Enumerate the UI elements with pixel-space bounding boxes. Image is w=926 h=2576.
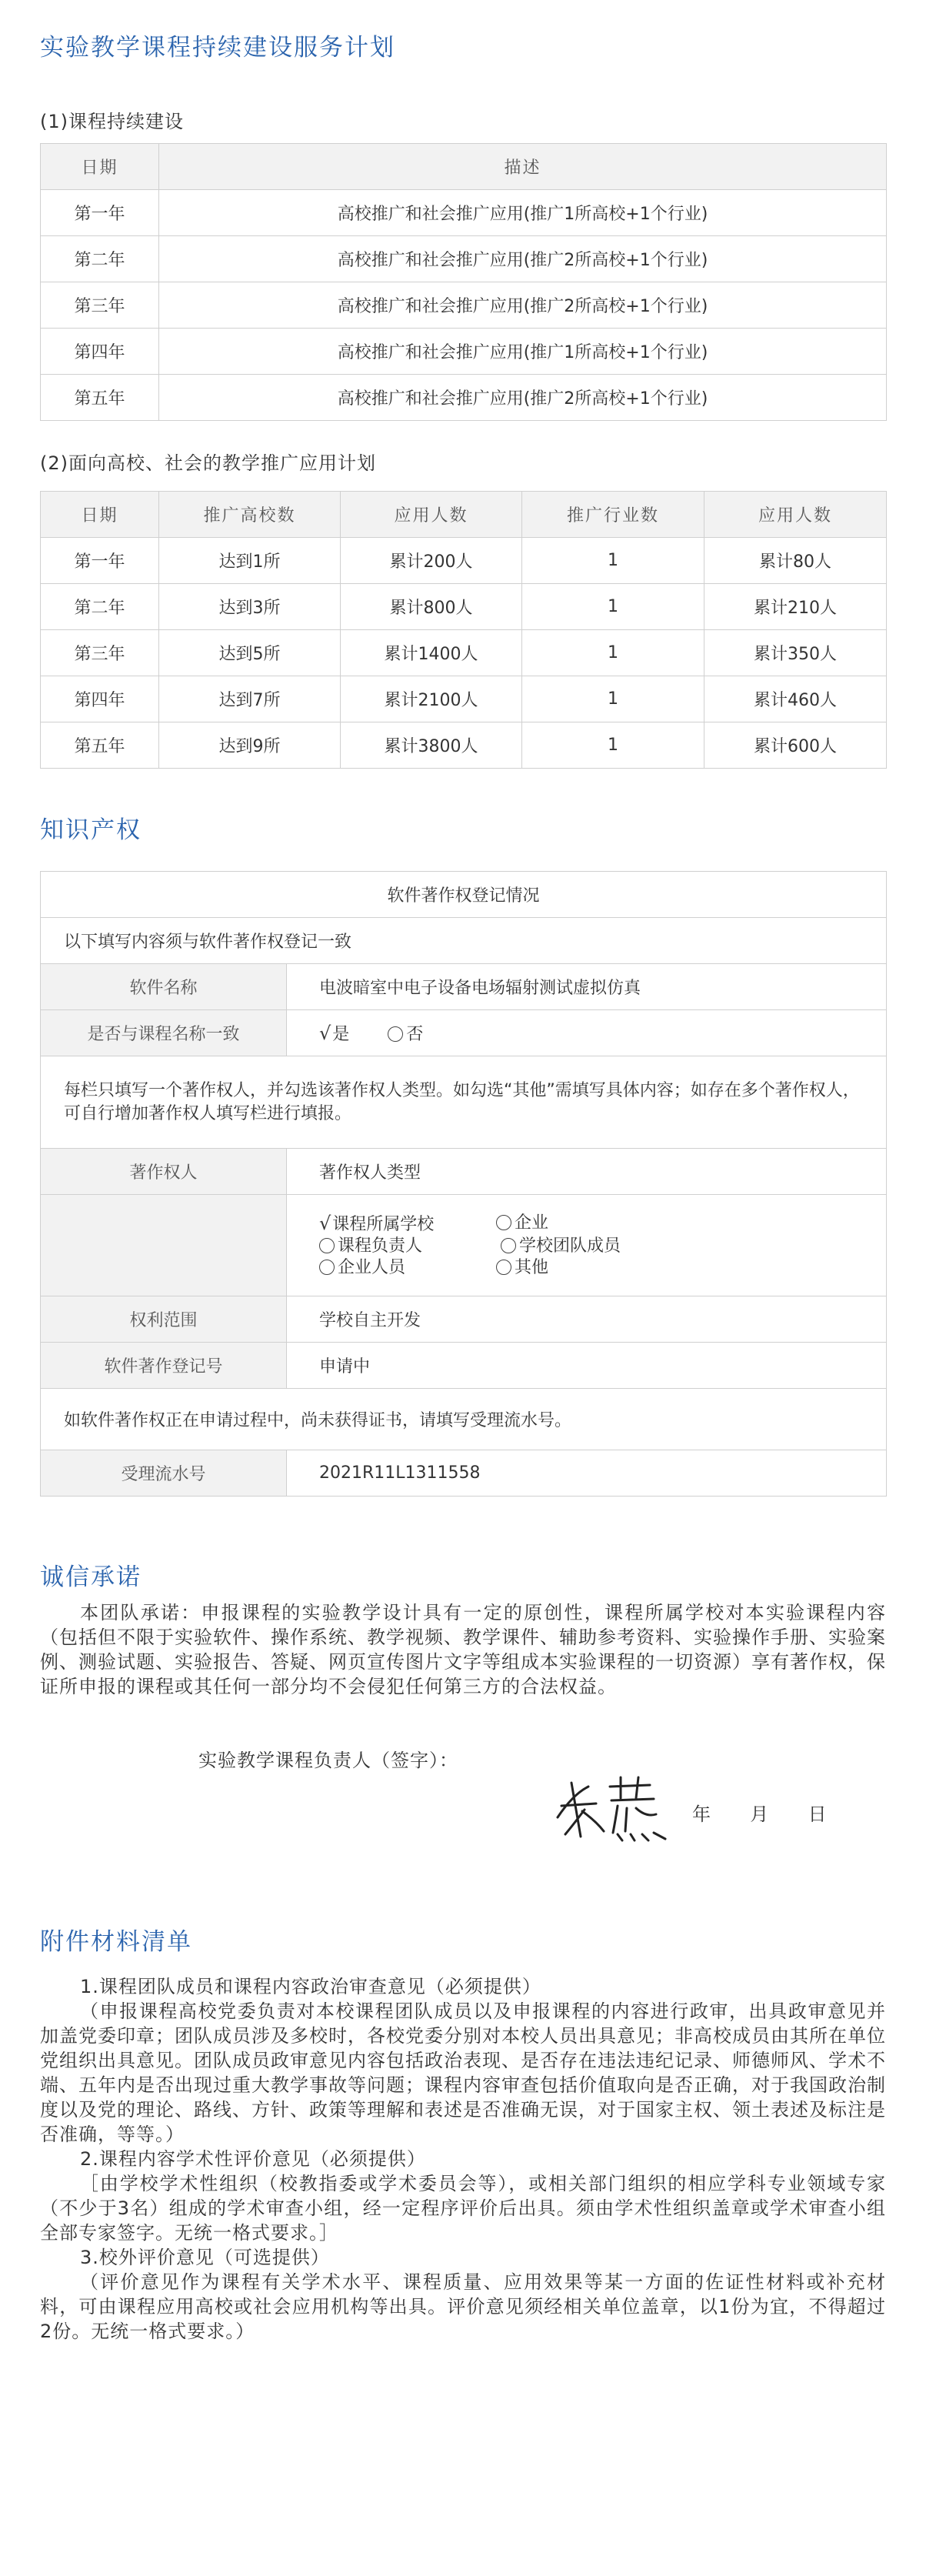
sign-date [692,1799,827,1826]
table-header: 日期 [41,492,159,538]
table-cell: 累计200人 [341,538,522,584]
attachment-3-text: （评价意见作为课程有关学术水平、课程质量、应用效果等某一方面的佐证性材料或补充材料，可由课程应用高校或社会应用机构等出具。评价意见须经相关单位盖章，以1份为宜，不得超过2份。无统一格式要求。） [40,2271,886,2342]
table-cell: 达到9所 [159,722,341,769]
owner-type-enterprise: 企业 [515,1213,549,1233]
owner-type-label: 著作权人类型 [287,1149,887,1195]
table-header: 推广行业数 [522,492,704,538]
radio-icon[interactable] [501,1238,516,1253]
plan-part2-title: (2)面向高校、社会的教学推广应用计划 [40,452,376,474]
table-cell: 第五年 [41,375,159,421]
owner-empty-cell [41,1195,287,1296]
table-cell: 第一年 [41,190,159,236]
table-cell: 高校推广和社会推广应用(推广2所高校+1个行业) [159,236,887,282]
table-cell: 累计800人 [341,584,522,630]
checkmark-icon: √ [319,1023,331,1044]
owner-type-other: 其他 [515,1257,549,1277]
table-cell: 累计210人 [704,584,887,630]
owner-label: 著作权人 [41,1149,287,1195]
ip-note-3: 如软件著作权正在申请过程中，尚未获得证书，请填写受理流水号。 [41,1389,887,1450]
table-header: 应用人数 [341,492,522,538]
owner-type-school: 课程所属学校 [332,1214,435,1234]
table-row [41,630,887,676]
software-name-label: 软件名称 [41,964,287,1010]
table-cell: 第四年 [41,329,159,375]
owner-type-options [287,1195,887,1296]
table-row [41,722,887,769]
table-cell: 达到7所 [159,676,341,722]
table-cell: 第一年 [41,538,159,584]
attachment-1-text: （申报课程高校党委负责对本校课程团队成员以及申报课程的内容进行政审，出具政审意见并加盖党委印章；团队成员涉及多校时，各校党委分别对本校人员出具意见；非高校成员由其所在单位党组织出具意见。团队成员政审意见内容包括政治表现、是否存在违法违纪记录、师德师风、学术不端、五年内是否出现过重大教学事故等问题；课程内容审查包括价值取向是否正确，对于我国政治制度以及党的理论、路线、方针、政策等理解和表述是否准确无误，对于国家主权、领土表述及标注是否准确，等等。） [40,2000,886,2145]
radio-icon[interactable] [388,1026,403,1042]
radio-icon[interactable] [496,1260,511,1275]
date-month-label: 月 [750,1804,769,1825]
integrity-text: 本团队承诺：申报课程的实验教学设计具有一定的原创性，课程所属学校对本实验课程内容（包括但不限于实验软件、操作系统、教学视频、教学课件、辅助参考资料、实验操作手册、实验案例、测验试题、实验报告、答疑、网页宣传图片文字等组成本实验课程的一切资源）享有著作权，保证所申报的课程或其任何一部分均不会侵犯任何第三方的合法权益。 [40,1602,886,1697]
table-row [41,375,887,421]
date-day-label: 日 [808,1804,827,1825]
table-cell: 达到3所 [159,584,341,630]
radio-icon[interactable] [319,1238,335,1253]
table-cell: 累计350人 [704,630,887,676]
table-cell: 高校推广和社会推广应用(推广1所高校+1个行业) [159,329,887,375]
table-cell: 1 [522,584,704,630]
consistent-label: 是否与课程名称一致 [41,1010,287,1056]
ip-table [40,871,887,1497]
table-cell: 第五年 [41,722,159,769]
table-header: 描述 [159,144,887,190]
radio-icon[interactable] [496,1215,511,1230]
table-cell: 累计1400人 [341,630,522,676]
table-header: 应用人数 [704,492,887,538]
table-row [41,329,887,375]
table-cell: 高校推广和社会推广应用(推广1所高校+1个行业) [159,190,887,236]
attachment-2-text: ［由学校学术性组织（校教指委或学术委员会等），或相关部门组织的相应学科专业领域专家（不少于3名）组成的学术审查小组，经一定程序评价后出具。须由学术性组织盖章或学术审查小组全部专家签字。无统一格式要求。］ [40,2173,886,2244]
signature-image [550,1763,673,1848]
option-yes-label: 是 [332,1025,350,1044]
table-row [41,538,887,584]
table-cell: 1 [522,676,704,722]
attachments-list [40,1974,886,2344]
table-cell: 第二年 [41,236,159,282]
table-cell: 1 [522,722,704,769]
accept-value: 2021R11L1311558 [287,1450,887,1497]
ip-title: 知识产权 [40,816,142,844]
ip-table-title: 软件著作权登记情况 [41,872,887,918]
table-cell: 累计600人 [704,722,887,769]
table-row [41,584,887,630]
table-cell: 达到5所 [159,630,341,676]
date-year-label: 年 [692,1804,711,1825]
table-cell: 第二年 [41,584,159,630]
signature-area [550,1763,673,1848]
reg-no-value: 申请中 [287,1343,887,1389]
attachment-3-title: 3.校外评价意见（可选提供） [80,2247,330,2268]
table-cell: 第三年 [41,282,159,329]
table-row [41,282,887,329]
plan-part1-title: (1)课程持续建设 [40,111,184,132]
table-cell: 累计3800人 [341,722,522,769]
accept-label: 受理流水号 [41,1450,287,1497]
table-cell: 累计460人 [704,676,887,722]
attachments-title: 附件材料清单 [40,1928,192,1956]
integrity-title: 诚信承诺 [40,1563,142,1591]
table-row [41,190,887,236]
table-header: 推广高校数 [159,492,341,538]
radio-icon[interactable] [319,1260,335,1275]
owner-type-enterprise-person: 企业人员 [338,1257,406,1277]
table-cell: 高校推广和社会推广应用(推广2所高校+1个行业) [159,282,887,329]
table-cell: 累计80人 [704,538,887,584]
plan-part2-table [40,491,887,769]
attachment-1-title: 1.课程团队成员和课程内容政治审查意见（必须提供） [80,1976,541,1997]
sign-label: 实验教学课程负责人（签字）： [198,1750,458,1771]
attachment-2-title: 2.课程内容学术性评价意见（必须提供） [80,2148,426,2170]
plan-part1-table [40,143,887,421]
table-cell: 1 [522,538,704,584]
ip-note-2 [41,1056,887,1149]
table-header: 日期 [41,144,159,190]
reg-no-label: 软件著作登记号 [41,1343,287,1389]
table-cell: 1 [522,630,704,676]
table-cell: 累计2100人 [341,676,522,722]
rights-value: 学校自主开发 [287,1296,887,1343]
checkmark-icon: √ [319,1212,331,1234]
ip-note-2-text: 每栏只填写一个著作权人，并勾选该著作权人类型。如勾选“其他”需填写具体内容；如存在多个著作权人，可自行增加著作权人填写栏进行填报。 [64,1080,860,1123]
table-row [41,676,887,722]
option-no-label: 否 [406,1025,424,1044]
table-row [41,236,887,282]
table-cell: 第三年 [41,630,159,676]
owner-type-team-member: 学校团队成员 [519,1236,621,1256]
plan-title: 实验教学课程持续建设服务计划 [40,34,395,62]
consistent-options [287,1010,887,1056]
table-cell: 达到1所 [159,538,341,584]
table-cell: 高校推广和社会推广应用(推广2所高校+1个行业) [159,375,887,421]
rights-label: 权利范围 [41,1296,287,1343]
ip-note-1: 以下填写内容须与软件著作权登记一致 [41,918,887,964]
software-name-value: 电波暗室中电子设备电场辐射测试虚拟仿真 [287,964,887,1010]
table-cell: 第四年 [41,676,159,722]
owner-type-course-leader: 课程负责人 [338,1236,423,1256]
